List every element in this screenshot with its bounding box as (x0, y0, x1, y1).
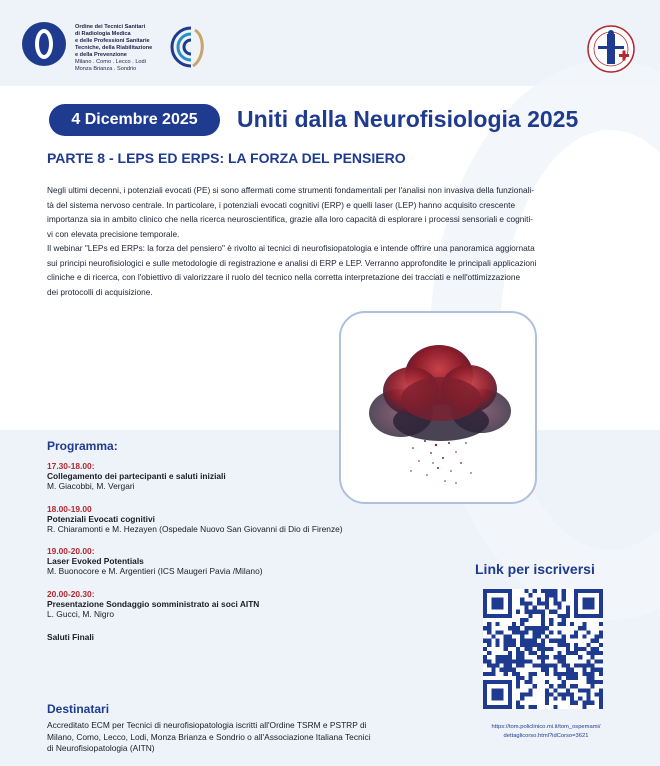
signup-link-title: Link per iscriversi (475, 561, 595, 577)
intro-line: cliniche e di ricerca, con l'obiettivo di valorizzare il ruolo del tecnico nella corretta interpretazione dei tracciati e nell'ottimizzazione (47, 272, 521, 282)
program-time: 19.00-20.00: (47, 546, 95, 556)
intro-line: importanza sia in ambito clinico che nella ricerca neuroscientifica, grazie alla loro capacità di esplorare i processi sensoriali e cogniti- (47, 214, 534, 224)
intro-line: tà del sistema nervoso centrale. In particolare, i potenziali evocati cognitivi (ERP) e quelli laser (LEP) hanno acquisito crescente (47, 199, 516, 210)
org-line: e delle Professioni Sanitarie (75, 38, 150, 44)
org-line: Milano . Como . Lecco . Lodi (75, 59, 146, 65)
registration-url[interactable] (462, 723, 630, 741)
registration-qr-code[interactable] (483, 589, 603, 709)
program-speakers: L. Gucci, M. Nigro (47, 609, 115, 619)
org-line: Tecniche, della Riabilitazione (75, 45, 153, 51)
destinatari-text (47, 720, 427, 755)
org-line: Monza Brianza . Sondrio (75, 66, 137, 72)
program-time: 18.00-19.00 (47, 504, 92, 514)
swirl-logo-icon (165, 24, 209, 70)
registration-url-line[interactable]: https://tom.policlinico.mi.it/tom_ospemami/ (491, 724, 601, 730)
destinatari-line: Milano, Como, Lecco, Lodi, Monza Brianza e Sondrio o all'Associazione Italiana Tecnici (47, 731, 371, 742)
program-item (47, 504, 407, 534)
intro-line: Il webinar "LEPs ed ERPs: la forza del pensiero" è rivolto ai tecnici di neurofisiopatologia e intende offrire una panoramica aggiornata (47, 243, 535, 253)
program-time: 17.30-18.00: (47, 461, 95, 471)
intro-line: Negli ultimi decenni, i potenziali evocati (PE) si sono affermati come strumenti fondamentali per l'analisi non invasiva della funzionali- (47, 185, 535, 195)
program-speakers: M. Buonocore e M. Argentieri (ICS Maugeri Pavia /Milano) (47, 566, 263, 576)
aitn-logo-icon (586, 24, 636, 74)
org-line: e della Prevenzione (75, 52, 127, 58)
destinatari-line: di Neurofisiopatologia (AITN) (47, 743, 155, 753)
org-line: di Radiologia Medica (75, 31, 131, 37)
destinatari-title: Destinatari (47, 702, 110, 716)
program-speakers: R. Chiaramonti e M. Hezayen (Ospedale Nuovo San Giovanni di Dio di Firenze) (47, 524, 343, 534)
program-time: 20.00-20.30: (47, 589, 95, 599)
program-item (47, 546, 407, 576)
program-session: Collegamento dei partecipanti e saluti iniziali (47, 471, 226, 481)
part-title: PARTE 8 - LEPS ED ERPS: LA FORZA DEL PENSIERO (47, 150, 406, 166)
program-item (47, 461, 407, 491)
program-session: Presentazione Sondaggio somministrato ai soci AITN (47, 599, 260, 609)
program-speakers: M. Giacobbi, M. Vergari (47, 481, 135, 491)
org-line: Ordine dei Tecnici Sanitari (75, 24, 146, 30)
tsrm-logo-icon (22, 22, 66, 66)
program-session: Potenziali Evocati cognitivi (47, 514, 155, 524)
program-session: Laser Evoked Potentials (47, 556, 144, 566)
destinatari-line: Accreditato ECM per Tecnici di neurofisiopatologia iscritti all'Ordine TSRM e PSTRP di (47, 720, 367, 730)
intro-line: sui principi neurofisiologici e sulle metodologie di registrazione e analisi di ERP e LEP. Verranno approfondite le principali applicazioni (47, 257, 537, 268)
event-date-badge: 4 Dicembre 2025 (49, 104, 220, 136)
intro-paragraph (47, 183, 617, 299)
event-title: Uniti dalla Neurofisiologia 2025 (237, 106, 579, 132)
programma-title: Programma: (47, 439, 118, 453)
closing-remarks: Saluti Finali (47, 632, 94, 642)
intro-line: vi con elevata precisione temporale. (47, 228, 180, 239)
program-item (47, 589, 407, 619)
intro-line: dei protocolli di acquisizione. (47, 286, 153, 297)
org-name (75, 24, 165, 73)
registration-url-line[interactable]: dettaglicorso.html?idCorso=3621 (503, 733, 589, 739)
